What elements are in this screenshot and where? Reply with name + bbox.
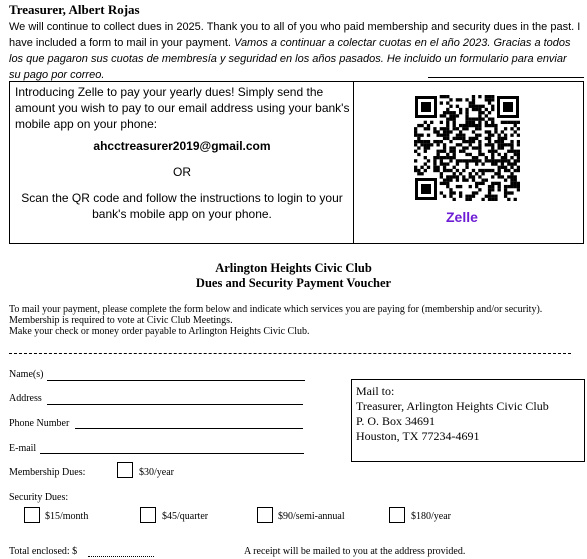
zelle-intro-text: Introducing Zelle to pay your yearly dues! Simply send the amount you wish to pay to our email address using your bank's mobile app on your phone:: [15, 85, 350, 131]
zelle-box-divider: [353, 81, 354, 244]
security-yearly-checkbox[interactable]: [389, 507, 405, 523]
mail-to-box: [351, 379, 585, 462]
name-label: Name(s): [9, 369, 44, 380]
address-field[interactable]: [47, 404, 303, 405]
zelle-or-label: OR: [173, 165, 191, 179]
zelle-email-address[interactable]: ahcctreasurer2019@gmail.com: [93, 139, 271, 153]
total-enclosed-label: Total enclosed: $: [9, 546, 78, 557]
membership-checkbox[interactable]: [117, 462, 133, 478]
email-label: E-mail: [9, 443, 37, 454]
treasurer-title: Treasurer, Albert Rojas: [9, 2, 140, 17]
intro-spanish: Vamos a continuar a colectar cuotas en el año 2023. Gracias a todos los que pagaron sus cuotas de membresía y seguridad en los años pasados. He incluido un formulario para enviar su pago por correo.: [9, 37, 571, 81]
intro-english: We will continue to collect dues in 2025. Thank you to all of you who paid membership and security dues in the past. I have included a form to mail in your payment.: [9, 21, 581, 49]
membership-amount: $30/year: [139, 467, 174, 478]
intro-divider: [428, 77, 584, 78]
club-name-heading: Arlington Heights Civic Club: [215, 261, 372, 275]
intro-paragraph: [9, 19, 581, 83]
name-field[interactable]: [47, 380, 305, 381]
zelle-scan-instructions: Scan the QR code and follow the instructions to login to your bank's mobile app on your phone.: [21, 191, 343, 221]
qr-code-icon[interactable]: [414, 95, 520, 201]
phone-label: Phone Number: [9, 418, 70, 429]
security-semiannual-amount: $90/semi-annual: [278, 511, 345, 522]
zelle-logo: Zelle: [446, 209, 478, 225]
security-quarterly-checkbox[interactable]: [140, 507, 156, 523]
email-field[interactable]: [40, 453, 304, 454]
receipt-note: A receipt will be mailed to you at the address provided.: [244, 546, 466, 557]
security-semiannual-checkbox[interactable]: [257, 507, 273, 523]
phone-field[interactable]: [75, 428, 303, 429]
mail-to-line: P. O. Box 34691: [356, 414, 436, 428]
mail-to-heading: Mail to:: [356, 384, 395, 398]
mail-to-line: Treasurer, Arlington Heights Civic Club: [356, 399, 549, 413]
security-yearly-amount: $180/year: [411, 511, 451, 522]
security-monthly-amount: $15/month: [45, 511, 89, 522]
total-enclosed-field[interactable]: [88, 556, 154, 557]
membership-dues-label: Membership Dues:: [9, 467, 86, 478]
voucher-title: Dues and Security Payment Voucher: [195, 276, 392, 290]
address-label: Address: [9, 393, 42, 404]
mail-to-line: Houston, TX 77234-4691: [356, 429, 480, 443]
instruction-line: Make your check or money order payable to Arlington Heights Civic Club.: [9, 326, 310, 337]
security-monthly-checkbox[interactable]: [24, 507, 40, 523]
security-dues-label: Security Dues:: [9, 492, 69, 503]
cut-line: [9, 353, 571, 354]
instruction-line: Membership is required to vote at Civic Club Meetings.: [9, 315, 233, 326]
security-quarterly-amount: $45/quarter: [162, 511, 209, 522]
instruction-line: To mail your payment, please complete the form below and indicate which services you are paying for (membership and/or security).: [9, 304, 543, 315]
voucher-instructions: [9, 304, 584, 337]
